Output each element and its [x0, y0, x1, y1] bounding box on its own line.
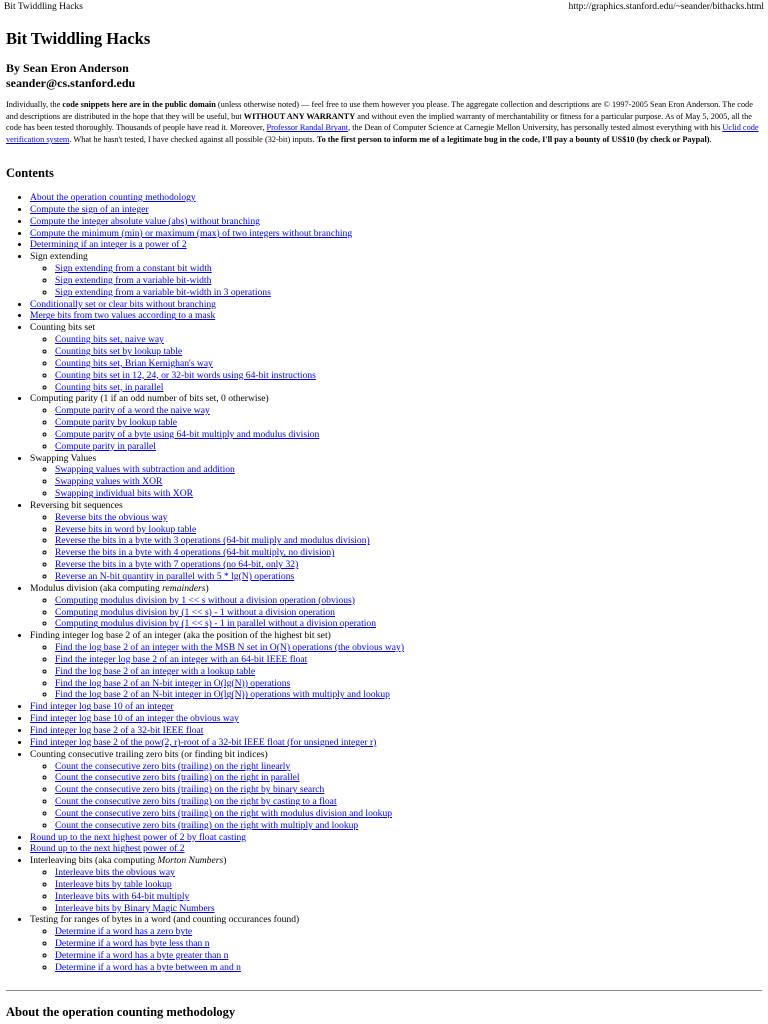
toc-subitem — [55, 938, 768, 950]
toc-sublink[interactable]: Determine if a word has a byte between m and n — [55, 961, 241, 973]
toc-subitem — [55, 547, 768, 559]
toc-subitem — [55, 382, 768, 394]
toc-subitem — [55, 512, 768, 524]
intro-bold-public-domain: code snippets here are in the public domain — [62, 100, 216, 109]
toc-link[interactable]: Find integer log base 10 of an integer — [30, 701, 174, 713]
toc-sublink[interactable]: Reverse bits the obvious way — [55, 511, 168, 523]
toc-sublink[interactable]: Count the consecutive zero bits (trailing) on the right with multiply and lookup — [55, 819, 359, 831]
toc-sublink[interactable]: Sign extending from a variable bit-width in 3 operations — [55, 286, 271, 298]
toc-sublink[interactable]: Swapping values with subtraction and addition — [55, 464, 235, 476]
toc-subitem — [55, 950, 768, 962]
toc-sublink[interactable]: Find the log base 2 of an N-bit integer in O(lg(N)) operations — [55, 677, 291, 689]
toc-link[interactable]: Round up to the next highest power of 2 — [30, 843, 185, 855]
toc-item — [30, 393, 768, 452]
toc-sublink[interactable]: Counting bits set by lookup table — [55, 345, 183, 357]
toc-section-label: Reversing bit sequences — [30, 499, 123, 511]
table-of-contents — [0, 192, 768, 974]
toc-section-label: Finding integer log base 2 of an integer (aka the position of the highest bit set) — [30, 630, 331, 642]
toc-subitem — [55, 903, 768, 915]
toc-subitem — [55, 772, 768, 784]
toc-item — [30, 725, 768, 737]
link-uclid[interactable]: Uclid code verification system — [6, 123, 759, 145]
toc-item — [30, 630, 768, 701]
toc-subitem — [55, 524, 768, 536]
intro-text: . What he hasn't tested, I have checked against all possible (32-bit) inputs. — [69, 135, 317, 145]
toc-link[interactable]: About the operation counting methodology — [30, 192, 196, 203]
toc-sublink[interactable]: Sign extending from a variable bit-width — [55, 274, 212, 286]
toc-item — [30, 216, 768, 228]
toc-item — [30, 500, 768, 583]
toc-item — [30, 914, 768, 973]
toc-subitem — [55, 595, 768, 607]
toc-section-label: Counting consecutive trailing zero bits (or finding bit indices) — [30, 748, 268, 760]
toc-sublink[interactable]: Count the consecutive zero bits (trailing) on the right linearly — [55, 760, 291, 772]
toc-sublink[interactable]: Determine if a word has a byte greater than n — [55, 950, 229, 961]
toc-link[interactable]: Find integer log base 2 of a 32-bit IEEE float — [30, 724, 204, 736]
toc-sublink[interactable]: Reverse bits in word by lookup table — [55, 523, 197, 535]
toc-sublist — [30, 263, 768, 299]
toc-link[interactable]: Compute the minimum (min) or maximum (max) of two integers without branching — [30, 227, 353, 239]
toc-subitem — [55, 476, 768, 488]
section-divider — [6, 990, 762, 991]
toc-subitem — [55, 808, 768, 820]
toc-subitem — [55, 642, 768, 654]
toc-link[interactable]: Round up to the next highest power of 2 by float casting — [30, 831, 247, 843]
toc-section-label: Modulus division (aka computing — [30, 582, 163, 594]
intro-text: (unless otherwise noted) — feel free to use them however you please. The aggregate collection and descriptions are © 1997-2005 Sean Eron Anderson. The code and descriptions are distributed in the hope that they will be useful, but — [6, 100, 753, 121]
toc-sublist — [30, 405, 768, 452]
toc-sublink[interactable]: Compute parity by lookup table — [55, 417, 178, 429]
toc-link[interactable]: Find integer log base 2 of the pow(2, r)-root of a 32-bit IEEE float (for unsigned integer r) — [30, 736, 377, 748]
toc-subitem — [55, 287, 768, 299]
toc-sublink[interactable]: Interleave bits by Binary Magic Numbers — [55, 902, 215, 914]
toc-subitem — [55, 429, 768, 441]
toc-link[interactable]: Compute the sign of an integer — [30, 203, 149, 215]
toc-subitem — [55, 358, 768, 370]
toc-subitem — [55, 263, 768, 275]
toc-item — [30, 204, 768, 216]
toc-subitem — [55, 796, 768, 808]
toc-subitem — [55, 607, 768, 619]
toc-subitem — [55, 867, 768, 879]
author-name: By Sean Eron Anderson — [6, 61, 129, 75]
toc-subitem — [55, 346, 768, 358]
intro-paragraph — [6, 99, 762, 146]
toc-item — [30, 855, 768, 914]
toc-sublink[interactable]: Reverse the bits in a byte with 3 operations (64-bit muliply and modulus division) — [55, 535, 370, 547]
toc-sublist — [30, 642, 768, 701]
toc-sublist — [30, 512, 768, 583]
toc-sublink[interactable]: Find the log base 2 of an integer with the MSB N set in O(N) operations (the obvious way) — [55, 642, 405, 654]
toc-subitem — [55, 962, 768, 974]
print-header-url: http://graphics.stanford.edu/~seander/bithacks.html — [568, 2, 764, 12]
toc-item — [30, 310, 768, 322]
toc-item — [30, 251, 768, 298]
toc-sublink[interactable]: Compute parity of a word the naive way — [55, 405, 210, 417]
toc-sublink[interactable]: Computing modulus division by 1 << s without a division operation (obvious) — [55, 594, 355, 606]
toc-sublink[interactable]: Compute parity of a byte using 64-bit multiply and modulus division — [55, 428, 320, 440]
toc-subitem — [55, 405, 768, 417]
toc-link[interactable]: Merge bits from two values according to a mask — [30, 310, 216, 322]
toc-item — [30, 737, 768, 749]
toc-link[interactable]: Compute the integer absolute value (abs) without branching — [30, 215, 260, 227]
toc-subitem — [55, 654, 768, 666]
intro-text: . — [709, 135, 712, 145]
toc-item — [30, 322, 768, 393]
page-title: Bit Twiddling Hacks — [6, 29, 151, 48]
intro-text: and without even the implied warranty of merchantability or fitness for a particular purpose. As of May 5, 2005, all the code has been tested thoroughly. Thousands of people have read it. Moreover, — [6, 111, 752, 133]
toc-subitem — [55, 761, 768, 773]
toc-section-label: Testing for ranges of bytes in a word (and counting occurances found) — [30, 914, 300, 926]
intro-text: , the Dean of Computer Science at Carnegie Mellon University, has personally tested almost everything with his — [348, 123, 723, 133]
toc-subitem — [55, 441, 768, 453]
toc-sublink[interactable]: Reverse the bits in a byte with 4 operations (64-bit multiply, no division) — [55, 547, 335, 559]
toc-section-label-emphasis: remainders — [162, 582, 206, 594]
toc-sublink[interactable]: Interleave bits by table lookup — [55, 878, 172, 890]
toc-subitem — [55, 571, 768, 583]
toc-section-label: Swapping Values — [30, 452, 97, 464]
toc-sublink[interactable]: Count the consecutive zero bits (trailing) on the right with modulus division and lookup — [55, 807, 393, 819]
toc-sublink[interactable]: Counting bits set, in parallel — [55, 381, 164, 393]
intro-bold-warranty: WITHOUT ANY WARRANTY — [243, 111, 356, 121]
toc-subitem — [55, 879, 768, 891]
section-heading: About the operation counting methodology — [6, 1005, 236, 1019]
toc-section-label-tail: ) — [223, 855, 227, 867]
toc-item — [30, 749, 768, 832]
toc-sublink[interactable]: Find the integer log base 2 of an integer with an 64-bit IEEE float — [55, 653, 308, 665]
toc-link[interactable]: Determining if an integer is a power of 2 — [30, 239, 187, 251]
toc-sublink[interactable]: Swapping individual bits with XOR — [55, 488, 194, 500]
print-header — [4, 0, 764, 14]
toc-item — [30, 583, 768, 630]
toc-sublink[interactable]: Count the consecutive zero bits (trailing) on the right in parallel — [55, 772, 300, 784]
toc-subitem — [55, 618, 768, 630]
toc-sublink[interactable]: Reverse an N-bit quantity in parallel with 5 * lg(N) operations — [55, 571, 295, 582]
toc-item — [30, 228, 768, 240]
toc-subitem — [55, 784, 768, 796]
toc-sublist — [30, 761, 768, 832]
toc-sublink[interactable]: Swapping values with XOR — [55, 476, 163, 488]
toc-sublink[interactable]: Computing modulus division by (1 << s) - 1 in parallel without a division operation — [55, 618, 376, 630]
toc-section-label-tail: ) — [205, 582, 209, 594]
toc-sublist — [30, 926, 768, 973]
toc-sublink[interactable]: Reverse the bits in a byte with 7 operations (no 64-bit, only 32) — [55, 559, 299, 571]
toc-section-label: Sign extending — [30, 251, 88, 263]
toc-sublist — [30, 867, 768, 914]
toc-sublink[interactable]: Find the log base 2 of an integer with a lookup table — [55, 665, 256, 677]
toc-item — [30, 843, 768, 855]
toc-subitem — [55, 488, 768, 500]
print-header-title: Bit Twiddling Hacks — [4, 2, 83, 12]
toc-subitem — [55, 417, 768, 429]
author-email: seander@cs.stanford.edu — [6, 76, 136, 90]
link-randal-bryant[interactable]: Professor Randal Bryant — [266, 123, 349, 133]
toc-subitem — [55, 678, 768, 690]
toc-section-label-emphasis: Morton Numbers — [157, 855, 224, 867]
toc-item — [30, 299, 768, 311]
toc-sublist — [30, 334, 768, 393]
byline — [6, 61, 135, 91]
toc-subitem — [55, 666, 768, 678]
toc-item — [30, 832, 768, 844]
toc-item — [30, 701, 768, 713]
toc-section-label: Counting bits set — [30, 322, 96, 334]
toc-section-label: Interleaving bits (aka computing — [30, 855, 158, 867]
toc-sublink[interactable]: Count the consecutive zero bits (trailing) on the right by binary search — [55, 784, 325, 796]
toc-item — [30, 713, 768, 725]
toc-subitem — [55, 689, 768, 701]
intro-bold-bounty: To the first person to inform me of a legitimate bug in the code, I'll pay a bounty of US$10 (by check or Paypal) — [316, 135, 710, 145]
toc-link[interactable]: Find integer log base 10 of an integer the obvious way — [30, 713, 239, 725]
toc-sublist — [30, 464, 768, 500]
toc-subitem — [55, 370, 768, 382]
toc-subitem — [55, 535, 768, 547]
toc-item — [30, 192, 768, 204]
toc-sublink[interactable]: Count the consecutive zero bits (trailing) on the right by casting to a float — [55, 796, 337, 808]
toc-item — [30, 239, 768, 251]
toc-sublink[interactable]: Interleave bits the obvious way — [55, 867, 175, 879]
intro-text: Individually, the — [6, 100, 63, 109]
toc-sublink[interactable]: Sign extending from a constant bit width — [55, 263, 212, 275]
toc-subitem — [55, 464, 768, 476]
toc-sublink[interactable]: Counting bits set, Brian Kernighan's way — [55, 357, 213, 369]
toc-subitem — [55, 891, 768, 903]
toc-link[interactable]: Conditionally set or clear bits without branching — [30, 298, 216, 310]
toc-subitem — [55, 559, 768, 571]
toc-sublink[interactable]: Counting bits set, naive way — [55, 334, 164, 346]
toc-sublink[interactable]: Determine if a word has byte less than n — [55, 938, 210, 950]
toc-subitem — [55, 820, 768, 832]
toc-sublink[interactable]: Interleave bits with 64-bit multiply — [55, 890, 190, 902]
toc-item — [30, 453, 768, 500]
toc-sublink[interactable]: Determine if a word has a zero byte — [55, 926, 193, 938]
contents-heading: Contents — [6, 166, 54, 180]
toc-sublist — [30, 595, 768, 631]
toc-sublink[interactable]: Find the log base 2 of an N-bit integer in O(lg(N)) operations with multiply and lookup — [55, 689, 390, 701]
toc-subitem — [55, 926, 768, 938]
toc-sublink[interactable]: Counting bits set in 12, 24, or 32-bit words using 64-bit instructions — [55, 369, 316, 381]
toc-sublink[interactable]: Compute parity in parallel — [55, 440, 156, 452]
toc-subitem — [55, 334, 768, 346]
toc-subitem — [55, 275, 768, 287]
toc-section-label: Computing parity (1 if an odd number of bits set, 0 otherwise) — [30, 393, 269, 405]
toc-sublink[interactable]: Computing modulus division by (1 << s) - 1 without a division operation — [55, 606, 335, 618]
